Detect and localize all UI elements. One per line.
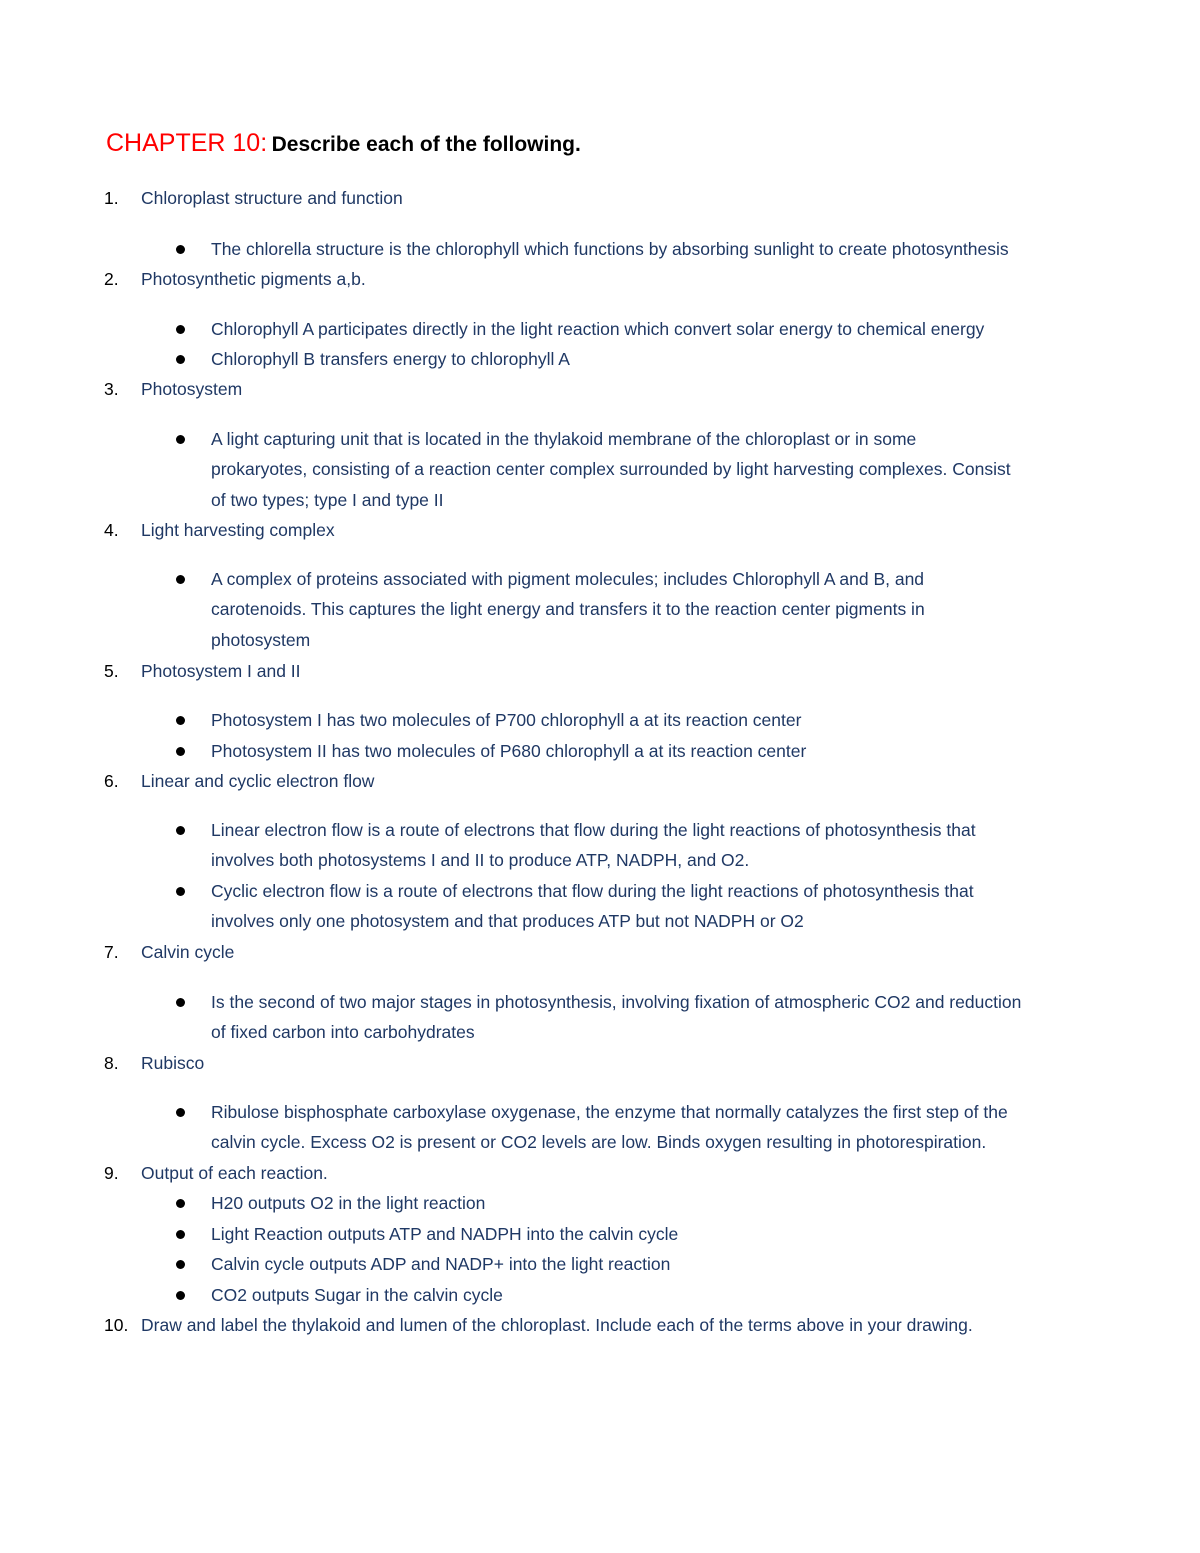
bullet-text: Ribulose bisphosphate carboxylase oxygenase, the enzyme that normally catalyzes the first step of the calvin cycle. Excess O2 is present or CO2 levels are low. Binds oxygen resulting in photorespiration. — [211, 1102, 1008, 1153]
bullet-text: A complex of proteins associated with pigment molecules; includes Chlorophyll A and B, and carotenoids. This captures the light energy and transfers it to the reaction center pigments in photosystem — [211, 569, 925, 650]
item-number: 3. — [104, 379, 119, 399]
bullet-icon — [176, 435, 185, 444]
bullet-icon — [176, 1260, 185, 1269]
item-title: Chloroplast structure and function — [141, 188, 403, 208]
bullet-text: Is the second of two major stages in photosynthesis, involving fixation of atmospheric CO2 and reduction of fixed carbon into carbohydrates — [211, 992, 1022, 1043]
bullet-text: A light capturing unit that is located in the thylakoid membrane of the chloroplast or in some prokaryotes, consisting of a reaction center complex surrounded by light harvesting complexes. Consist of two types; type I and type II — [211, 429, 1011, 510]
bullet-text: Cyclic electron flow is a route of electrons that flow during the light reactions of photosynthesis that involves only one photosystem and that produces ATP but not NADPH or O2 — [211, 881, 974, 932]
bullet-icon — [176, 355, 185, 364]
bullet-icon — [176, 887, 185, 896]
item-number: 7. — [104, 942, 119, 962]
bullet-text: Chlorophyll A participates directly in the light reaction which convert solar energy to chemical energy — [211, 319, 985, 339]
item-title: Light harvesting complex — [141, 520, 335, 540]
chapter-instruction: Describe each of the following. — [271, 133, 581, 156]
item-number: 4. — [104, 520, 119, 540]
item-number: 10. — [104, 1315, 129, 1335]
item-title: Photosynthetic pigments a,b. — [141, 269, 366, 289]
item-number: 9. — [104, 1163, 119, 1183]
item-number: 2. — [104, 269, 119, 289]
bullet-icon — [176, 325, 185, 334]
item-title: Draw and label the thylakoid and lumen of the chloroplast. Include each of the terms above in your drawing. — [141, 1315, 973, 1335]
bullet-text: CO2 outputs Sugar in the calvin cycle — [211, 1285, 503, 1305]
item-title: Photosystem — [141, 379, 243, 399]
bullet-icon — [176, 998, 185, 1007]
bullet-icon — [176, 245, 185, 254]
item-title: Calvin cycle — [141, 942, 235, 962]
bullet-text: Calvin cycle outputs ADP and NADP+ into the light reaction — [211, 1254, 671, 1274]
item-number: 6. — [104, 771, 119, 791]
bullet-icon — [176, 1230, 185, 1239]
bullet-icon — [176, 826, 185, 835]
bullet-text: Photosystem II has two molecules of P680 chlorophyll a at its reaction center — [211, 741, 807, 761]
item-title: Rubisco — [141, 1053, 205, 1073]
item-title: Linear and cyclic electron flow — [141, 771, 375, 791]
item-title: Output of each reaction. — [141, 1163, 328, 1183]
item-title: Photosystem I and II — [141, 661, 301, 681]
bullet-text: Chlorophyll B transfers energy to chlorophyll A — [211, 349, 570, 369]
chapter-heading — [106, 124, 581, 166]
bullet-icon — [176, 716, 185, 725]
bullet-text: The chlorella structure is the chlorophyll which functions by absorbing sunlight to create photosynthesis — [211, 239, 1009, 259]
bullet-icon — [176, 1108, 185, 1117]
item-number: 1. — [104, 188, 119, 208]
bullet-text: Linear electron flow is a route of electrons that flow during the light reactions of photosynthesis that involves both photosystems I and II to produce ATP, NADPH, and O2. — [211, 820, 976, 871]
bullet-icon — [176, 1291, 185, 1300]
bullet-icon — [176, 575, 185, 584]
bullet-icon — [176, 1199, 185, 1208]
item-number: 5. — [104, 661, 119, 681]
bullet-text: Light Reaction outputs ATP and NADPH into the calvin cycle — [211, 1224, 679, 1244]
bullet-text: Photosystem I has two molecules of P700 chlorophyll a at its reaction center — [211, 710, 802, 730]
bullet-text: H20 outputs O2 in the light reaction — [211, 1193, 486, 1213]
chapter-label: CHAPTER 10: — [106, 129, 268, 157]
item-number: 8. — [104, 1053, 119, 1073]
bullet-icon — [176, 747, 185, 756]
